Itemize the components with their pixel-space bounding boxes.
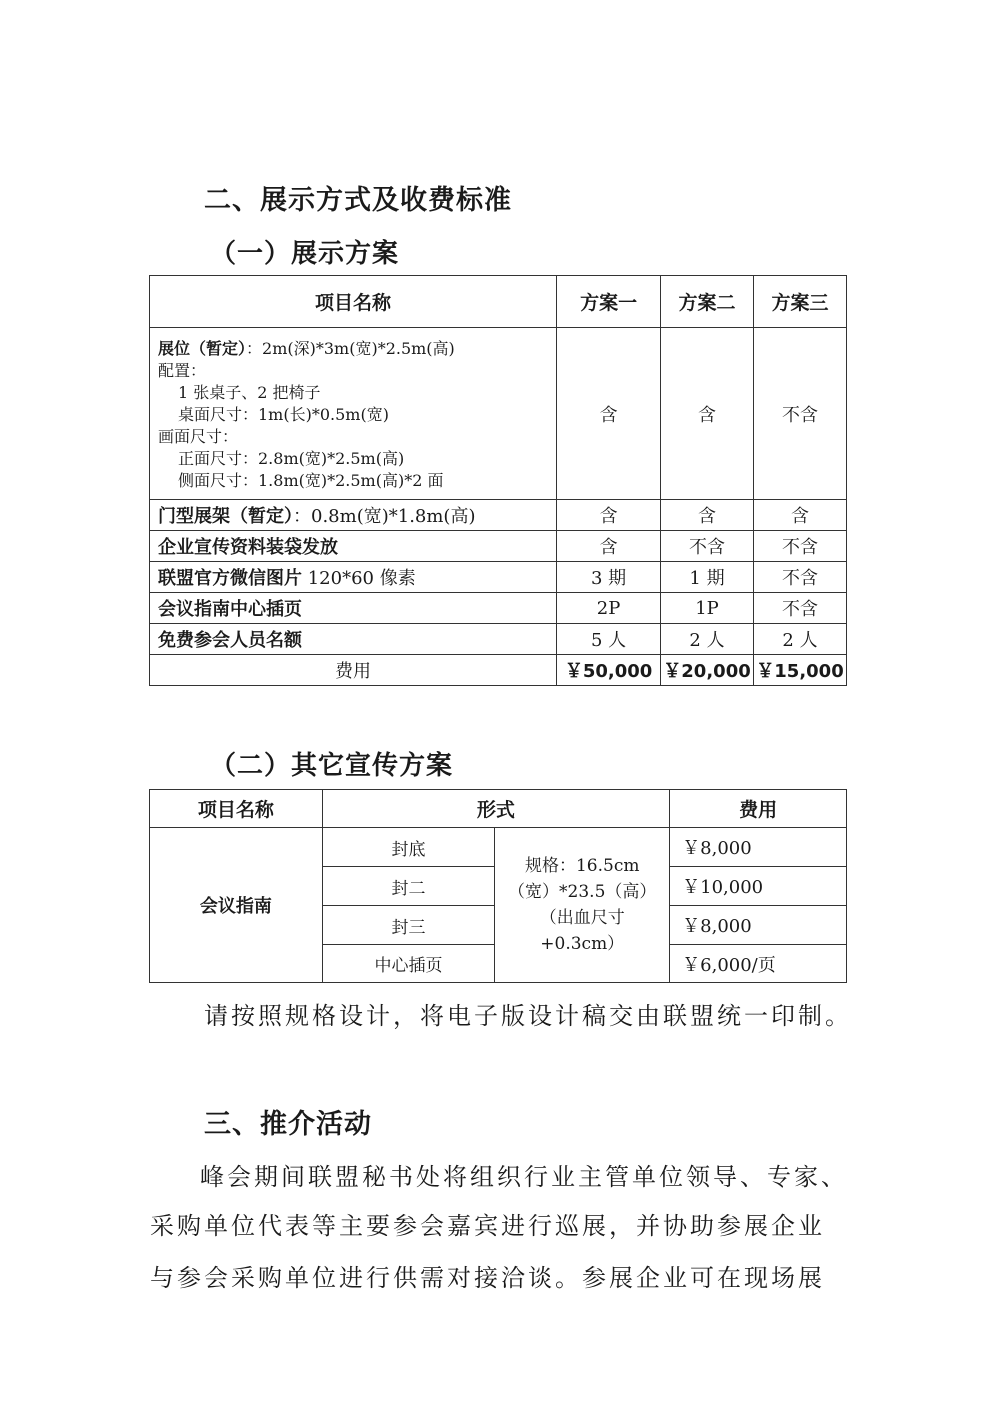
header-price: 费用 xyxy=(670,790,847,828)
header-plan-2: 方案二 xyxy=(661,276,754,328)
row-value: 含 xyxy=(754,500,847,531)
booth-graphic-label: 画面尺寸： xyxy=(158,426,239,446)
table-row xyxy=(150,500,847,531)
row-value: 2P xyxy=(557,593,661,624)
row-value: 2 人 xyxy=(754,624,847,655)
row-label-detail: 120*60 像素 xyxy=(302,568,416,589)
row-label-detail: ：0.8m(宽)*1.8m(高) xyxy=(293,506,476,527)
row-value: 5 人 xyxy=(557,624,661,655)
booth-plan-1: 含 xyxy=(557,328,661,500)
row-value: 不含 xyxy=(754,562,847,593)
fee-row xyxy=(150,655,847,686)
booth-config-label: 配置： xyxy=(158,360,207,380)
header-item-name: 项目名称 xyxy=(150,276,557,328)
spec-cell: 规格：16.5cm（宽）*23.5（高）（出血尺寸+0.3cm） xyxy=(495,828,670,983)
price-cell: ￥10,000 xyxy=(670,867,847,906)
row-value: 不含 xyxy=(661,531,754,562)
subsection-title-plans: （一）展示方案 xyxy=(210,239,400,269)
booth-description xyxy=(150,328,557,500)
booth-plan-3: 不含 xyxy=(754,328,847,500)
form-cell: 封三 xyxy=(322,906,495,945)
display-plans-table xyxy=(149,275,847,686)
booth-size: ：2m(深)*3m(宽)*2.5m(高) xyxy=(246,338,455,358)
paragraph-line: 峰会期间联盟秘书处将组织行业主管单位领导、专家、 xyxy=(200,1163,848,1191)
booth-side-size: 侧面尺寸：1.8m(宽)*2.5m(高)*2 面 xyxy=(178,470,444,490)
row-value: 不含 xyxy=(754,531,847,562)
design-note: 请按照规格设计，将电子版设计稿交由联盟统一印制。 xyxy=(204,1002,852,1030)
booth-desk-size: 桌面尺寸：1m(长)*0.5m(宽) xyxy=(178,404,389,424)
row-label: 联盟官方微信图片 xyxy=(158,568,302,589)
table-row xyxy=(150,593,847,624)
booth-plan-2: 含 xyxy=(661,328,754,500)
table-row xyxy=(150,624,847,655)
fee-plan-2: ￥20,000 xyxy=(661,655,754,686)
row-value: 不含 xyxy=(754,593,847,624)
paragraph-line: 采购单位代表等主要参会嘉宾进行巡展，并协助参展企业 xyxy=(150,1212,825,1240)
other-promo-table xyxy=(149,789,847,983)
header-plan-3: 方案三 xyxy=(754,276,847,328)
row-value: 1P xyxy=(661,593,754,624)
fee-plan-1: ￥50,000 xyxy=(557,655,661,686)
row-value: 含 xyxy=(557,500,661,531)
header-form: 形式 xyxy=(322,790,670,828)
fee-label: 费用 xyxy=(150,655,557,686)
form-cell: 中心插页 xyxy=(322,945,495,983)
row-value: 含 xyxy=(557,531,661,562)
row-value: 3 期 xyxy=(557,562,661,593)
booth-front-size: 正面尺寸：2.8m(宽)*2.5m(高) xyxy=(178,448,405,468)
table-row xyxy=(150,828,847,867)
form-cell: 封二 xyxy=(322,867,495,906)
form-cell: 封底 xyxy=(322,828,495,867)
fee-plan-3: ￥15,000 xyxy=(754,655,847,686)
header-item-name: 项目名称 xyxy=(150,790,323,828)
row-value: 2 人 xyxy=(661,624,754,655)
price-cell: ￥6,000/页 xyxy=(670,945,847,983)
row-label: 门型展架（暂定） xyxy=(158,506,293,527)
row-value: 含 xyxy=(661,500,754,531)
subsection-title-other: （二）其它宣传方案 xyxy=(210,751,454,781)
row-value: 1 期 xyxy=(661,562,754,593)
booth-furniture: 1 张桌子、2 把椅子 xyxy=(178,382,321,402)
row-label: 企业宣传资料装袋发放 xyxy=(158,537,338,558)
header-plan-1: 方案一 xyxy=(557,276,661,328)
row-label: 免费参会人员名额 xyxy=(158,630,302,651)
section-title-display: 二、展示方式及收费标准 xyxy=(204,185,512,216)
row-label: 会议指南中心插页 xyxy=(158,599,302,620)
booth-title: 展位（暂定） xyxy=(158,338,247,358)
table-row xyxy=(150,531,847,562)
item-guide: 会议指南 xyxy=(150,828,323,983)
price-cell: ￥8,000 xyxy=(670,906,847,945)
paragraph-line: 与参会采购单位进行供需对接洽谈。参展企业可在现场展 xyxy=(150,1264,825,1292)
table-row xyxy=(150,562,847,593)
price-cell: ￥8,000 xyxy=(670,828,847,867)
section-title-promo: 三、推介活动 xyxy=(204,1109,372,1140)
